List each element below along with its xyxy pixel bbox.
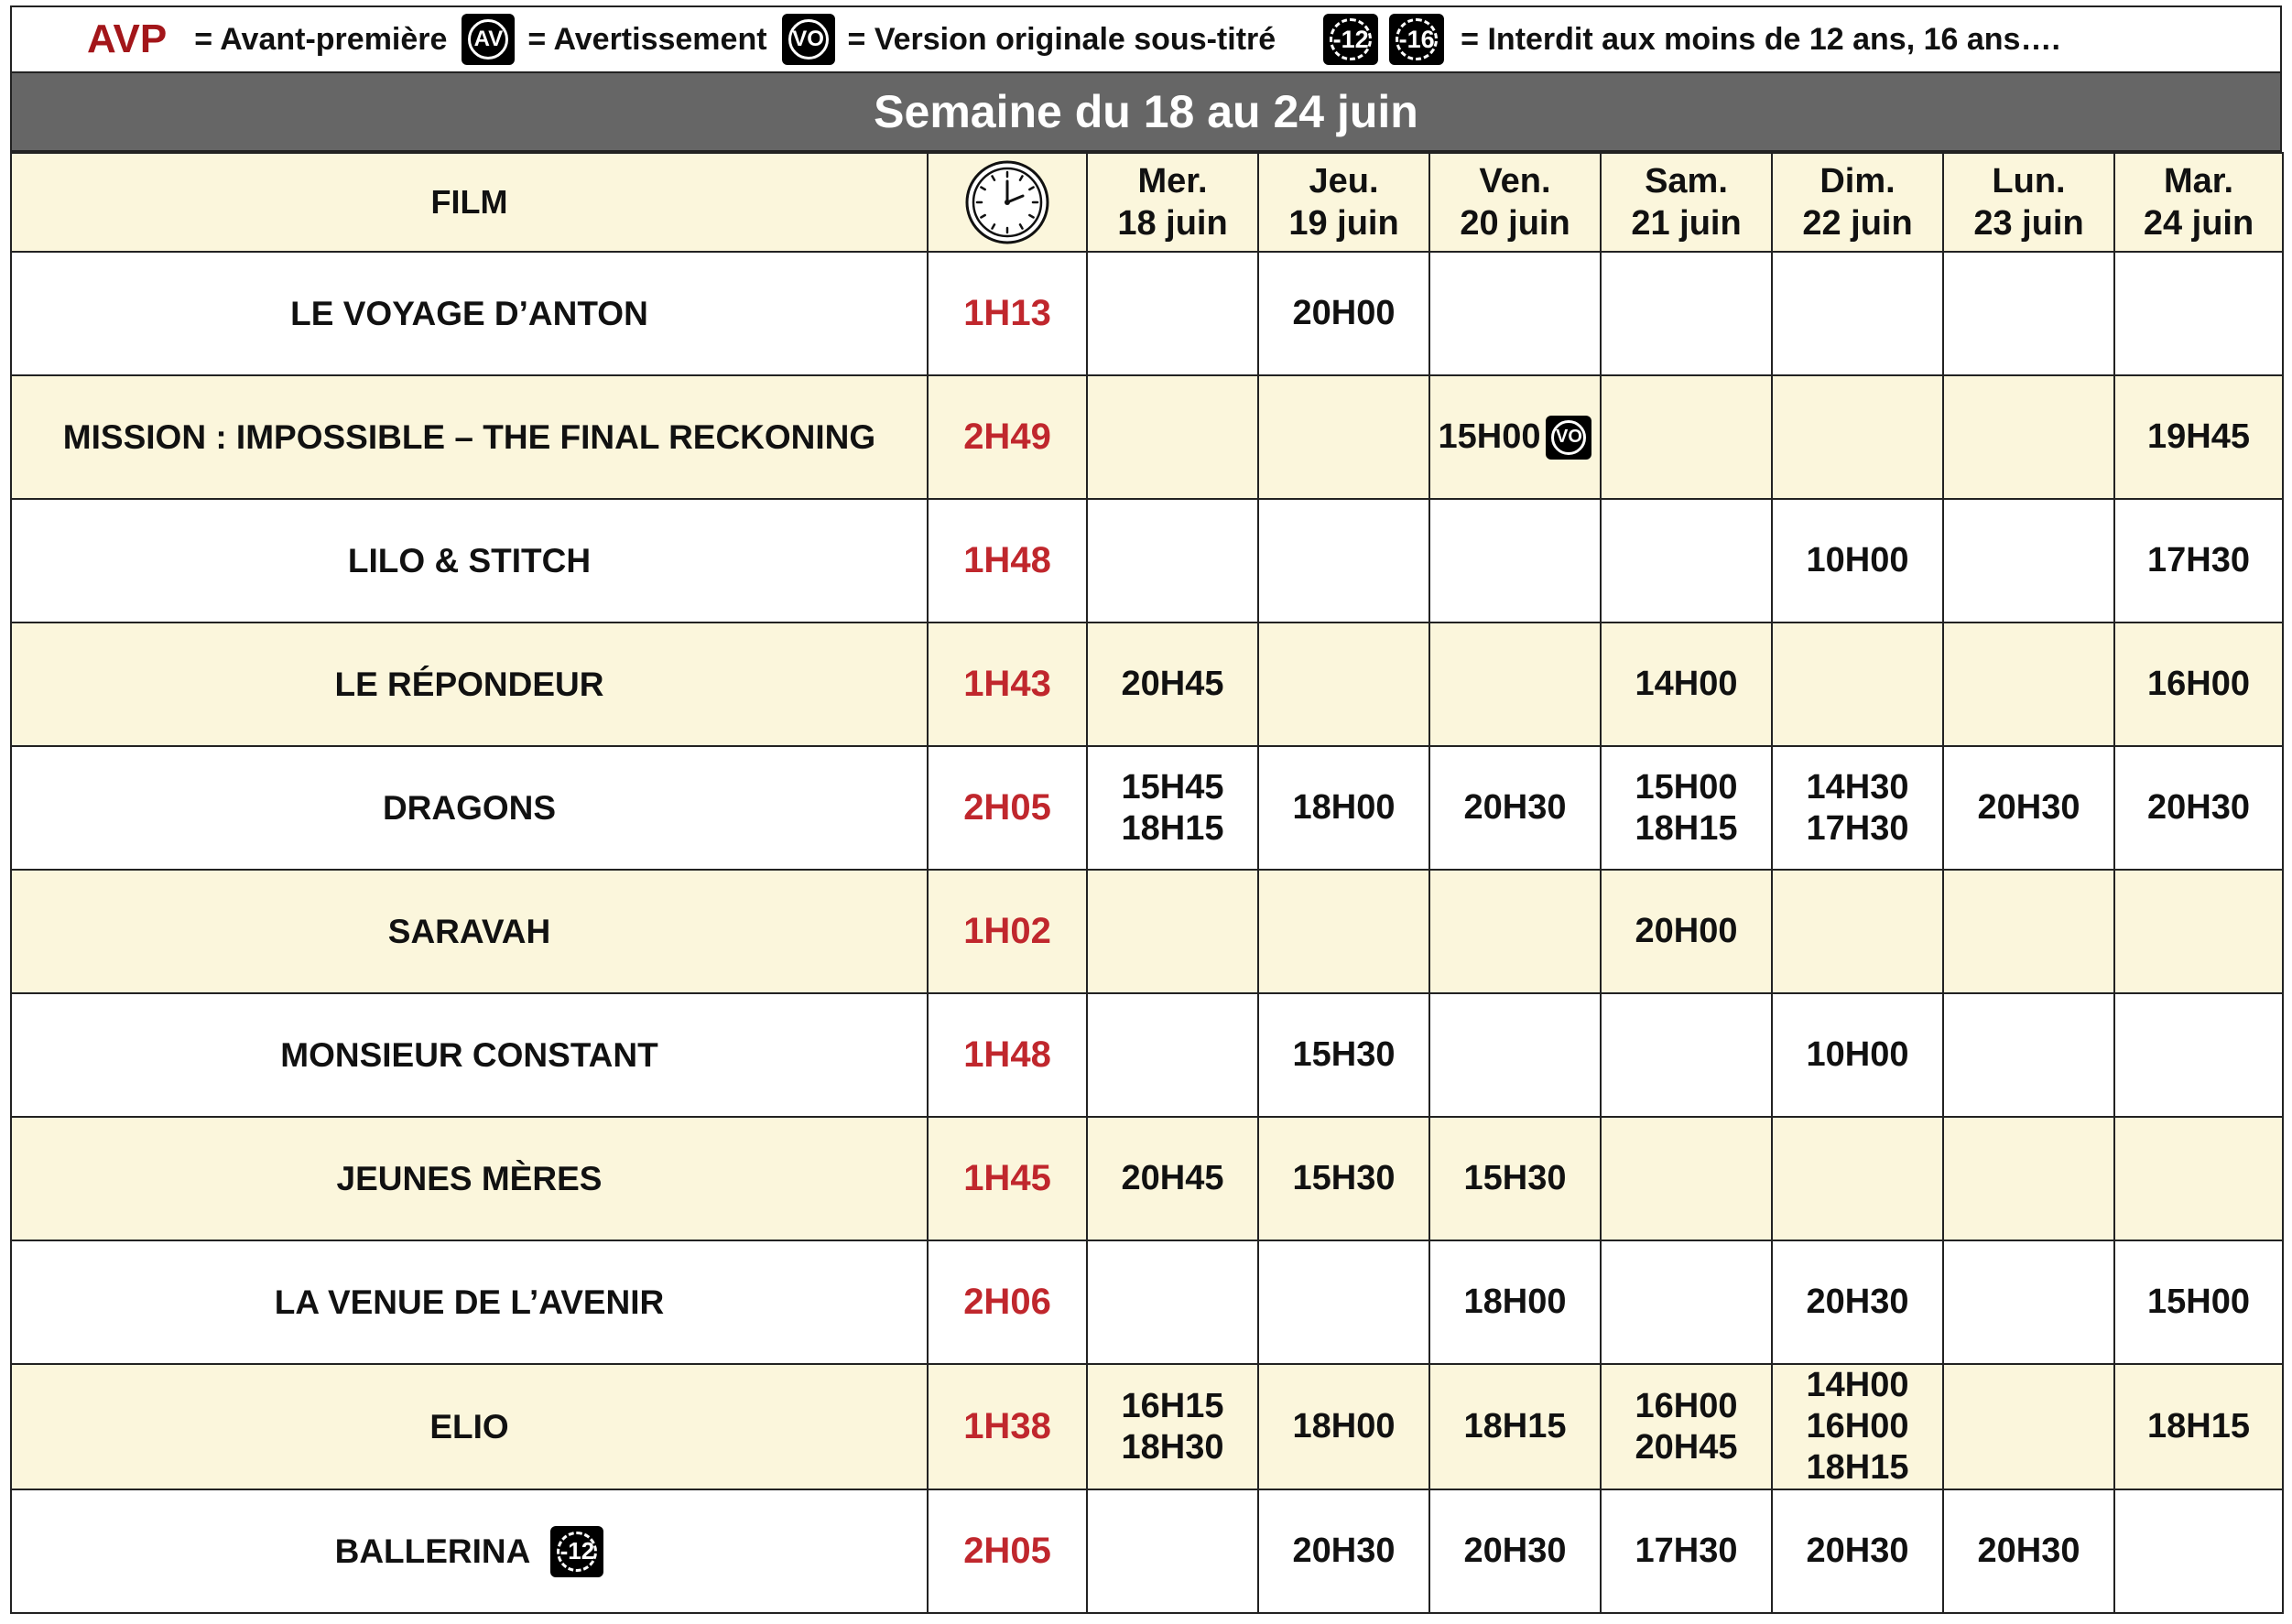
showtime-cell (1772, 1489, 1943, 1613)
table-row (11, 1364, 2283, 1489)
showtime-cell (1943, 993, 2114, 1117)
showtime-cell (1772, 252, 1943, 375)
showtime: 15H45 (1121, 767, 1224, 807)
showtime: 10H00 (1806, 541, 1909, 579)
film-title-cell (11, 993, 928, 1117)
showtime-cell (2114, 870, 2283, 993)
showtime: 20H45 (1635, 1427, 1738, 1467)
showtime-cell (1943, 1364, 2114, 1489)
film-title-cell (11, 375, 928, 499)
avp-legend-mark: AVP (87, 16, 168, 61)
film-duration: 1H48 (928, 499, 1087, 623)
showtime: 18H15 (1635, 808, 1738, 848)
showtime-cell (1087, 623, 1258, 746)
showtime: 20H00 (1635, 912, 1738, 950)
day-header-3: Sam. 21 juin (1601, 153, 1772, 252)
day-header-4: Dim. 22 juin (1772, 153, 1943, 252)
film-title-cell (11, 1489, 928, 1613)
film-title: BALLERINA (334, 1532, 531, 1570)
showtime: 19H45 (2147, 417, 2250, 456)
film-title-cell (11, 870, 928, 993)
showtime-cell (2114, 375, 2283, 499)
showtime-cell (1087, 252, 1258, 375)
showtime: 15H30 (1292, 1159, 1396, 1197)
showtime: 15H30 (1463, 1159, 1567, 1197)
film-title: LE VOYAGE D’ANTON (290, 294, 648, 332)
showtime: 20H30 (1806, 1532, 1909, 1570)
showtime-cell (1601, 746, 1772, 870)
showtime: 20H30 (2147, 788, 2250, 827)
day-header-0: Mer. 18 juin (1087, 153, 1258, 252)
showtime: 10H00 (1806, 1035, 1909, 1074)
showtime-cell (1601, 1364, 1772, 1489)
showtime-cell (1601, 375, 1772, 499)
film-title: LA VENUE DE L’AVENIR (274, 1283, 665, 1321)
showtime: 16H15 (1121, 1386, 1224, 1425)
film-duration: 1H02 (928, 870, 1087, 993)
film-title: DRAGONS (382, 788, 557, 827)
showtime-cell (1943, 870, 2114, 993)
vo-badge-icon: VO (1546, 416, 1591, 460)
showtime-cell (2114, 623, 2283, 746)
showtime-cell (1601, 1117, 1772, 1240)
showtime: 20H45 (1121, 1159, 1224, 1197)
table-row (11, 623, 2283, 746)
showtime: 18H15 (1121, 808, 1224, 848)
clock-icon (964, 159, 1050, 245)
showtime: 18H00 (1463, 1283, 1567, 1321)
film-duration: 1H45 (928, 1117, 1087, 1240)
showtime-cell (1087, 1117, 1258, 1240)
showtime-cell (1772, 1117, 1943, 1240)
showtime-cell (1429, 870, 1601, 993)
showtime-cell (2114, 252, 2283, 375)
film-title-cell (11, 499, 928, 623)
vo-legend-text: = Version originale sous-titré (847, 21, 1276, 57)
showtime: 14H00 (1635, 665, 1738, 703)
showtime: 20H45 (1121, 665, 1224, 703)
film-title-cell (11, 252, 928, 375)
table-row (11, 993, 2283, 1117)
showtime-cell (1772, 993, 1943, 1117)
showtime-cell (1258, 499, 1429, 623)
showtime-cell (1258, 993, 1429, 1117)
showtime: 18H15 (1463, 1407, 1567, 1445)
film-duration: 2H05 (928, 1489, 1087, 1613)
av-badge-icon: AV (462, 14, 515, 65)
showtime-cell (1258, 252, 1429, 375)
showtime: 18H00 (1292, 788, 1396, 827)
showtime-cell (1087, 375, 1258, 499)
showtime: 15H00 (1635, 767, 1738, 807)
film-title-cell (11, 1117, 928, 1240)
showtime-cell (1601, 499, 1772, 623)
showtime-cell (1258, 1117, 1429, 1240)
showtime-cell (1087, 1489, 1258, 1613)
showtime-cell (1772, 623, 1943, 746)
film-title: JEUNES MÈRES (336, 1159, 603, 1197)
showtime-cell (1429, 993, 1601, 1117)
showtime-cell (2114, 1489, 2283, 1613)
showtime-cell (1772, 1364, 1943, 1489)
showtime-cell (1087, 499, 1258, 623)
film-column-header: FILM (11, 153, 928, 252)
showtime-cell (1601, 1489, 1772, 1613)
showtime-cell (2114, 1240, 2283, 1364)
showtime-cell (1772, 375, 1943, 499)
table-row (11, 1489, 2283, 1613)
showtime-cell (1087, 746, 1258, 870)
showtime-cell (1258, 1364, 1429, 1489)
showtime: 14H30 (1806, 767, 1909, 807)
showtime: 17H30 (2147, 541, 2250, 579)
showtime-cell (1429, 375, 1601, 499)
film-title: LILO & STITCH (347, 541, 592, 579)
showtime: 17H30 (1806, 808, 1909, 848)
showtime-cell (2114, 499, 2283, 623)
table-row (11, 375, 2283, 499)
table-row (11, 499, 2283, 623)
showtime-cell (1087, 870, 1258, 993)
table-row (11, 1117, 2283, 1240)
age-12-badge-icon: -12 (550, 1526, 603, 1577)
showtime-cell (1943, 1240, 2114, 1364)
film-duration: 2H49 (928, 375, 1087, 499)
showtime-cell (2114, 993, 2283, 1117)
showtime-cell (1943, 1489, 2114, 1613)
day-header-5: Lun. 23 juin (1943, 153, 2114, 252)
film-duration: 1H43 (928, 623, 1087, 746)
showtime-cell (1772, 746, 1943, 870)
showtime-cell (1601, 993, 1772, 1117)
showtime-cell (1943, 746, 2114, 870)
showtime-cell (1258, 746, 1429, 870)
showtime-cell (1601, 623, 1772, 746)
duration-column-header (928, 153, 1087, 252)
av-legend-text: = Avertissement (527, 21, 767, 57)
showtime-cell (2114, 746, 2283, 870)
showtime: 16H00 (2147, 665, 2250, 703)
showtime-cell (1258, 1489, 1429, 1613)
showtime-cell (2114, 1117, 2283, 1240)
film-duration: 1H48 (928, 993, 1087, 1117)
showtime-cell (1943, 252, 2114, 375)
avp-legend-text: = Avant-première (194, 21, 448, 57)
film-title-cell (11, 746, 928, 870)
film-title: LE RÉPONDEUR (334, 665, 604, 703)
showtime-cell (1943, 623, 2114, 746)
showtime-cell (1601, 870, 1772, 993)
showtime-cell (1429, 623, 1601, 746)
showtime: 18H15 (2147, 1407, 2250, 1445)
film-duration: 2H05 (928, 746, 1087, 870)
week-title: Semaine du 18 au 24 juin (10, 71, 2282, 152)
showtime-cell (1429, 1489, 1601, 1613)
showtime-cell (1601, 252, 1772, 375)
day-header-6: Mar. 24 juin (2114, 153, 2283, 252)
day-header-2: Ven. 20 juin (1429, 153, 1601, 252)
showtime-cell (1087, 993, 1258, 1117)
showtime-cell (1429, 499, 1601, 623)
showtime-cell (1429, 1364, 1601, 1489)
film-title-cell (11, 1240, 928, 1364)
table-row (11, 870, 2283, 993)
showtime: 20H00 (1292, 294, 1396, 332)
film-duration: 2H06 (928, 1240, 1087, 1364)
legend-bar (10, 5, 2282, 71)
showtime: 18H15 (1806, 1448, 1909, 1487)
schedule-table (10, 152, 2284, 1614)
age-16-badge-icon: -16 (1389, 14, 1444, 65)
age-legend-text: = Interdit aux moins de 12 ans, 16 ans…. (1461, 21, 2060, 57)
showtime-cell (1429, 1117, 1601, 1240)
film-title: MISSION : IMPOSSIBLE – THE FINAL RECKONING (62, 417, 876, 456)
showtime-cell (1429, 1240, 1601, 1364)
day-header-1: Jeu. 19 juin (1258, 153, 1429, 252)
showtime-cell (1943, 375, 2114, 499)
showtime-cell (1429, 252, 1601, 375)
film-duration: 1H13 (928, 252, 1087, 375)
showtime-cell (2114, 1364, 2283, 1489)
showtime: 18H00 (1292, 1407, 1396, 1445)
showtime-cell (1087, 1364, 1258, 1489)
schedule-page (10, 5, 2282, 1614)
film-title-cell (11, 623, 928, 746)
table-row (11, 1240, 2283, 1364)
showtime-cell (1943, 1117, 2114, 1240)
showtime-cell (1772, 1240, 1943, 1364)
film-title-cell (11, 1364, 928, 1489)
showtime: 16H00 (1806, 1407, 1909, 1445)
showtime: 20H30 (1977, 1532, 2080, 1570)
showtime: 16H00 (1635, 1386, 1738, 1425)
showtime: 20H30 (1292, 1532, 1396, 1570)
showtime: 20H30 (1806, 1283, 1909, 1321)
film-title: MONSIEUR CONSTANT (280, 1035, 658, 1074)
showtime: 14H00 (1806, 1366, 1909, 1404)
vo-badge-icon: VO (782, 14, 835, 65)
showtime: 20H30 (1463, 788, 1567, 827)
showtime-cell (1258, 375, 1429, 499)
film-title: ELIO (429, 1407, 509, 1445)
showtime-cell (1429, 746, 1601, 870)
showtime-cell (1258, 870, 1429, 993)
showtime: 20H30 (1977, 788, 2080, 827)
age-12-badge-icon: -12 (1323, 14, 1378, 65)
showtime-cell (1258, 623, 1429, 746)
showtime-cell (1772, 499, 1943, 623)
film-duration: 1H38 (928, 1364, 1087, 1489)
showtime-cell (1601, 1240, 1772, 1364)
table-header-row (11, 153, 2283, 252)
showtime: 15H00 (2147, 1283, 2250, 1321)
showtime-cell (1258, 1240, 1429, 1364)
film-title: SARAVAH (387, 912, 551, 950)
showtime: 15H30 (1292, 1035, 1396, 1074)
showtime-cell (1087, 1240, 1258, 1364)
showtime: 17H30 (1635, 1532, 1738, 1570)
table-row (11, 746, 2283, 870)
showtime-cell (1772, 870, 1943, 993)
showtime: 15H00 (1438, 417, 1541, 456)
film-rows (11, 252, 2283, 1613)
showtime: 20H30 (1463, 1532, 1567, 1570)
showtime: 18H30 (1121, 1427, 1224, 1467)
table-row (11, 252, 2283, 375)
showtime-cell (1943, 499, 2114, 623)
